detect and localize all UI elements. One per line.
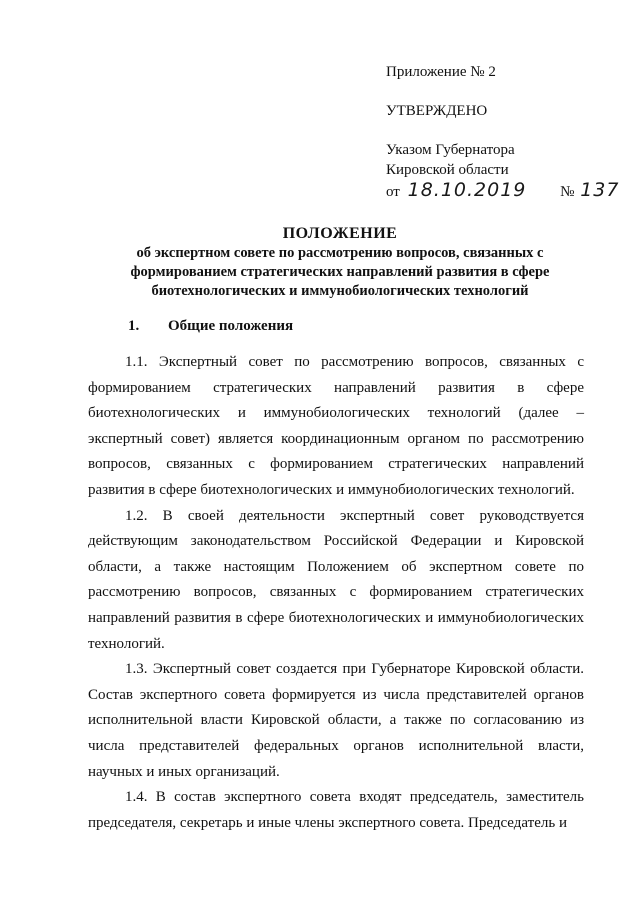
handwritten-date: 18.10.2019 xyxy=(407,179,527,201)
decree-line-2: Кировской области xyxy=(386,162,509,178)
paragraph-1-2: 1.2. В своей деятельности экспертный совет руководствуется действующим законодательством Российской Федерации и Кировской области, а также настоящим Положением об экспертном совете по рассмотрению вопросов, связанных с формированием стратегических направлений развития в сфере биотехнологических и иммунобиологических технологий. xyxy=(88,507,584,652)
paragraph-1-4: 1.4. В состав экспертного совета входят председатель, заместитель председателя, секретарь и иные члены экспертного совета. Председатель и xyxy=(88,789,584,831)
paragraph-1-1: 1.1. Экспертный совет по рассмотрению вопросов, связанных с формированием стратегических направлений развития в сфере биотехнологических и иммунобиологических технологий (далее – экспертный совет) является координационным органом по рассмотрению вопросов, связанных с формированием стратегических направлений развития в сфере биотехнологических и иммунобиологических технологий. xyxy=(88,354,584,498)
paragraph-1-3: 1.3. Экспертный совет создается при Губернаторе Кировской области. Состав экспертного совета формируется из числа представителей органов исполнительной власти Кировской области, а также по согласованию из числа представителей федеральных органов исполнительной власти, научных и иных организаций. xyxy=(88,661,584,780)
document-subtitle-line-3: биотехнологических и иммунобиологических технологий xyxy=(151,283,529,299)
appendix-label: Приложение № 2 xyxy=(386,64,496,80)
decree-date-line xyxy=(386,179,620,202)
document-subtitle-line-1: об экспертном совете по рассмотрению вопросов, связанных с xyxy=(136,245,544,261)
body-text xyxy=(88,350,584,836)
document-subtitle-line-2: формированием стратегических направлений развития в сфере xyxy=(130,264,550,280)
document-title-block xyxy=(70,224,610,301)
section-heading xyxy=(128,316,293,336)
document-title: ПОЛОЖЕНИЕ xyxy=(282,225,398,242)
approval-block xyxy=(386,62,620,202)
section-title: Общие положения xyxy=(168,318,294,334)
number-label: № xyxy=(560,184,575,200)
section-number: 1. xyxy=(128,318,140,334)
handwritten-number: 137 xyxy=(580,179,620,201)
approved-label: УТВЕРЖДЕНО xyxy=(386,103,488,119)
date-prefix: от xyxy=(386,184,400,200)
decree-line-1: Указом Губернатора xyxy=(386,142,515,158)
